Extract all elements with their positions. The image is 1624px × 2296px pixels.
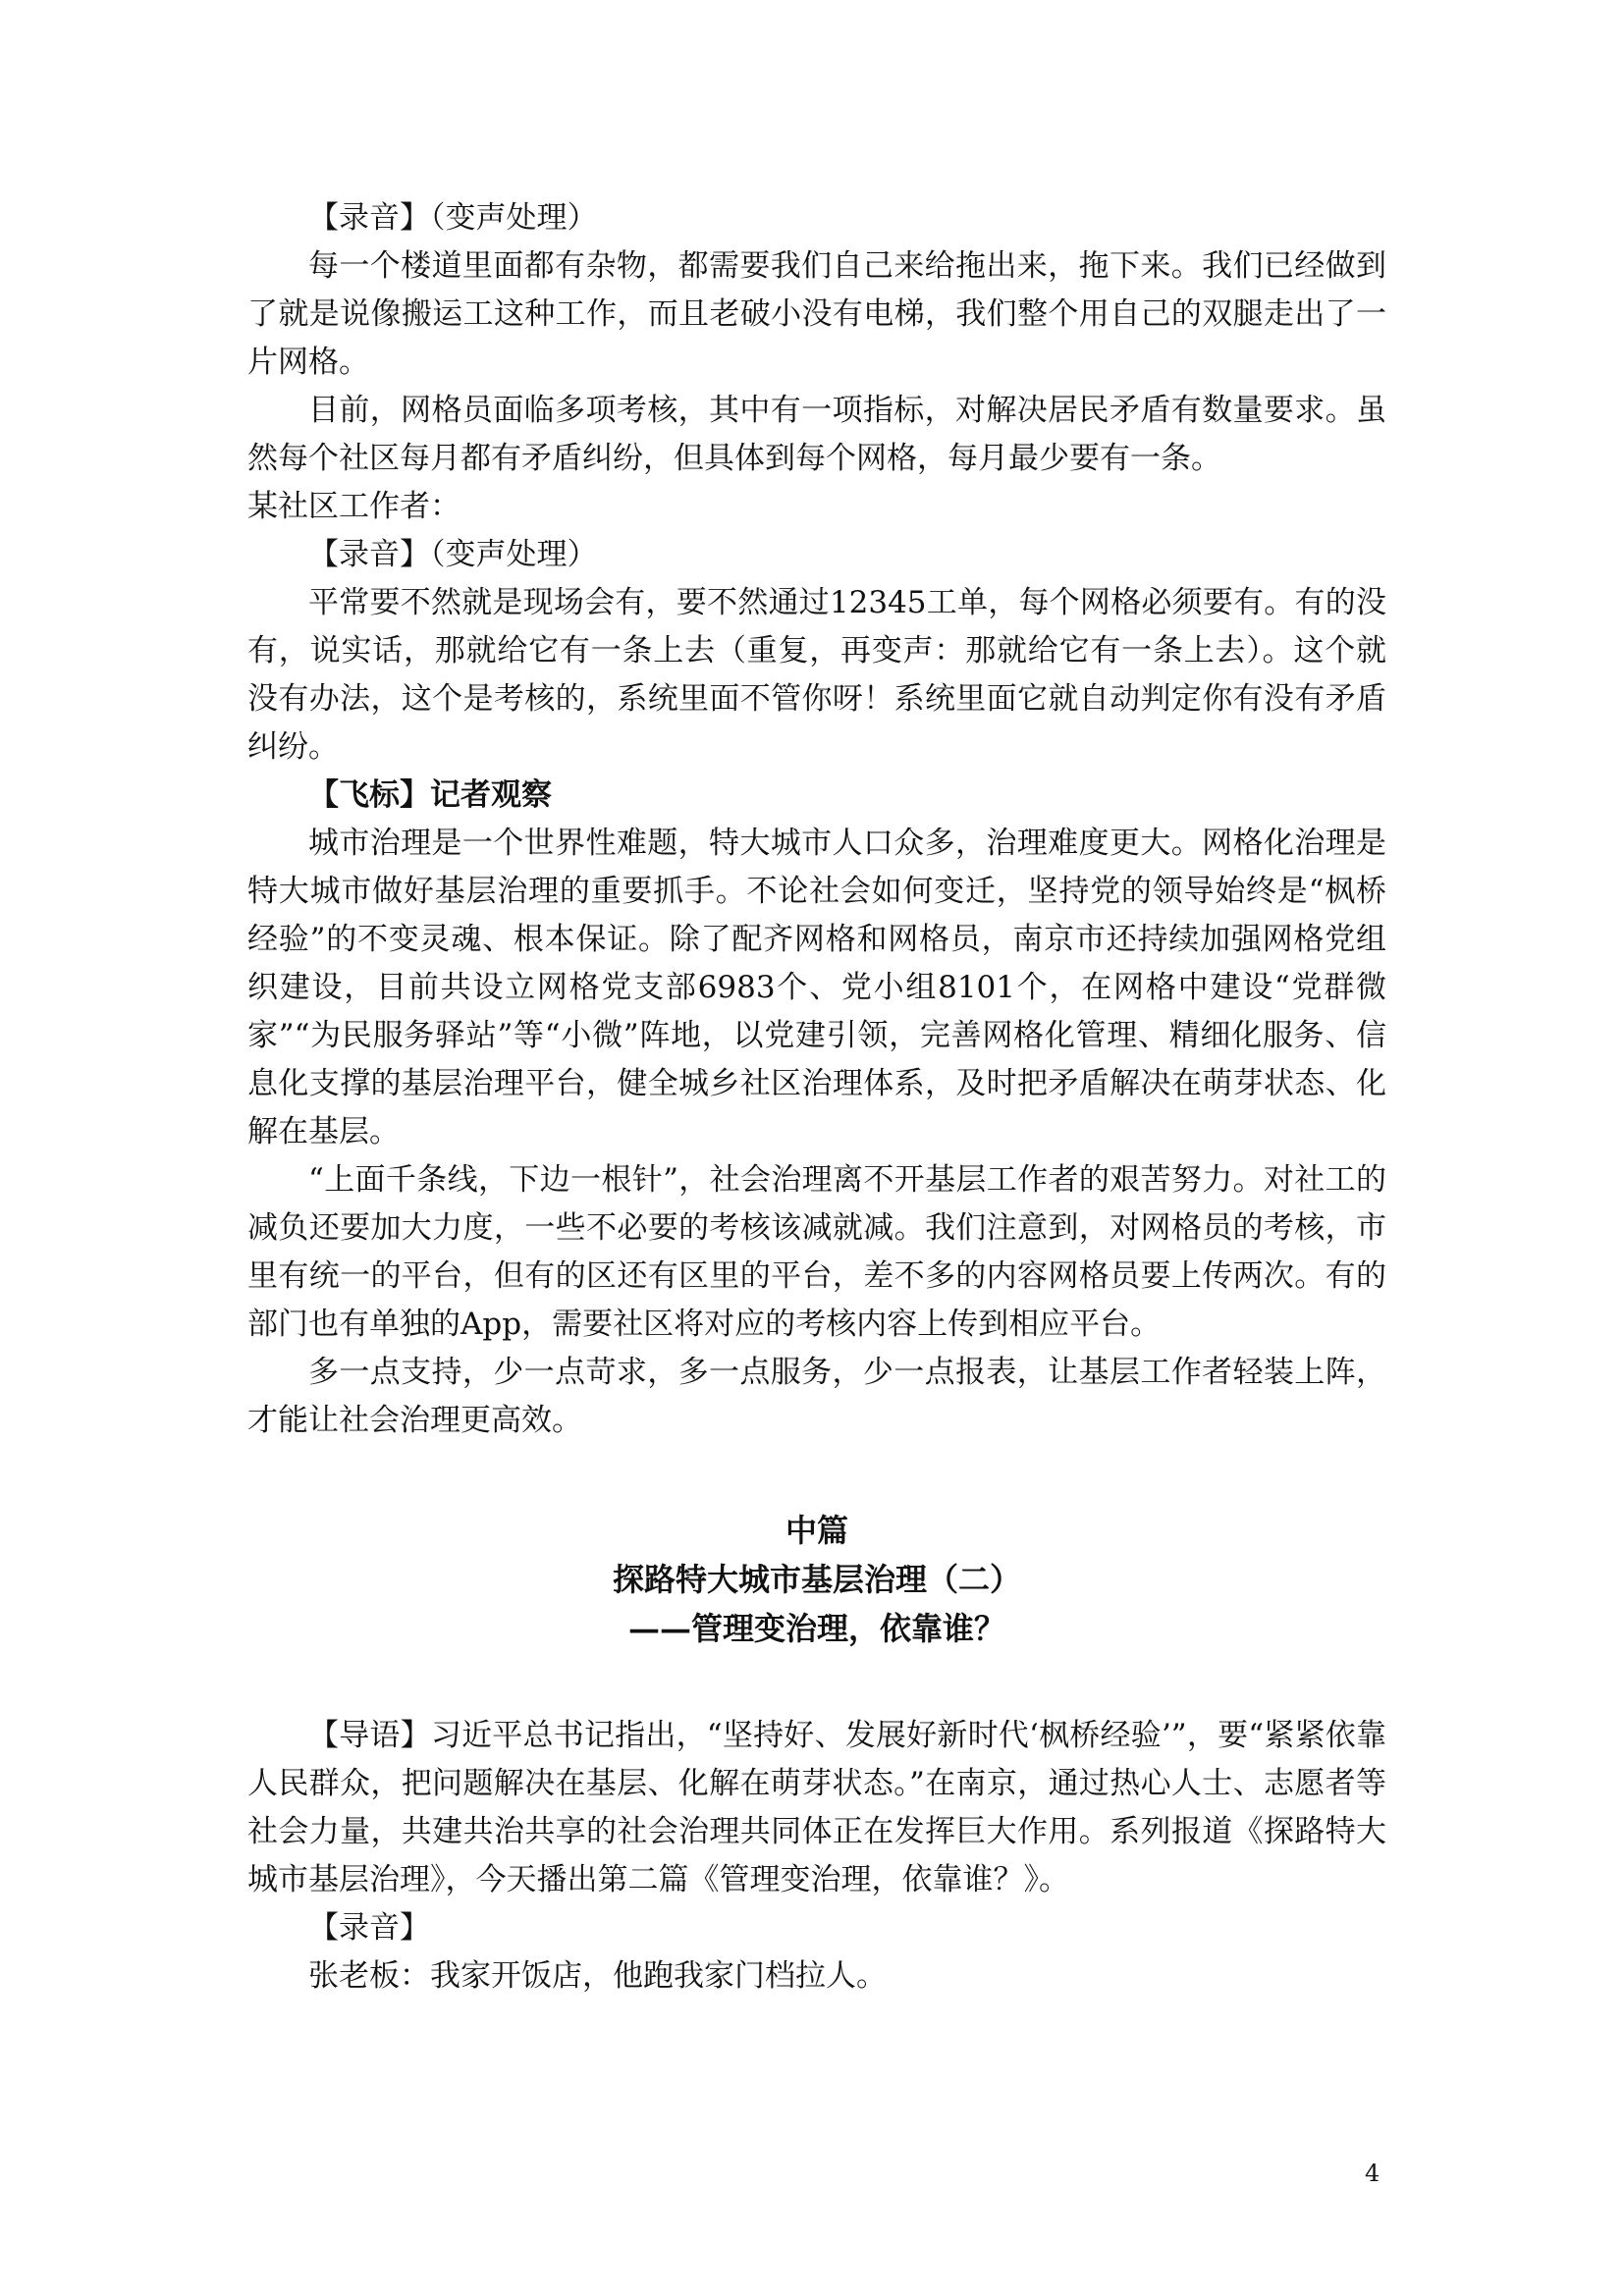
paragraph: 张老板：我家开饭店，他跑我家门档拉人。 <box>308 1958 887 1994</box>
paragraph-recording-label: 【录音】（变声处理） <box>308 537 598 572</box>
section-title-main: 探路特大城市基层治理（二） <box>612 1561 1021 1598</box>
paragraph-intro: 【导语】习近平总书记指出，“坚持好、发展好新时代‘枫桥经验’”，要“紧紧依靠人民群众，把问题解决在基层、化解在萌芽状态。”在南京，通过热心人士、志愿者等社会力量，共建共治共享的社会治理共同体正在发挥巨大作用。系列报道《探路特大城市基层治理》，今天播出第二篇《管理变治理，依靠谁？》。 <box>247 1718 1386 1897</box>
section-title-part: 中篇 <box>785 1512 848 1549</box>
paragraph: 多一点支持，少一点苛求，多一点服务，少一点报表，让基层工作者轻装上阵，才能让社会治理更高效。 <box>247 1355 1386 1438</box>
section-heading-observation: 【飞标】记者观察 <box>308 777 552 813</box>
paragraph: 城市治理是一个世界性难题，特大城市人口众多，治理难度更大。网格化治理是特大城市做好基层治理的重要抓手。不论社会如何变迁，坚持党的领导始终是“枫桥经验”的不变灵魂、根本保证。除了配齐网格和网格员，南京市还持续加强网格党组织建设，目前共设立网格党支部6983个、党小组8101个，在网格中建设“党群微家”“为民服务驿站”等“小微”阵地，以党建引领，完善网格化管理、精细化服务、信息化支撑的基层治理平台，健全城乡社区治理体系，及时把矛盾解决在萌芽状态、化解在基层。 <box>247 826 1386 1149</box>
section-subtitle: ——管理变治理，依靠谁？ <box>627 1610 1005 1647</box>
paragraph-recording-label: 【录音】（变声处理） <box>308 200 598 236</box>
paragraph: 目前，网格员面临多项考核，其中有一项指标，对解决居民矛盾有数量要求。虽然每个社区每月都有矛盾纠纷，但具体到每个网格，每月最少要有一条。 <box>247 393 1386 476</box>
page-number: 4 <box>1365 2160 1380 2187</box>
paragraph: 每一个楼道里面都有杂物，都需要我们自己来给拖出来，拖下来。我们已经做到了就是说像搬运工这种工作，而且老破小没有电梯，我们整个用自己的双腿走出了一片网格。 <box>247 248 1386 380</box>
section-title-block <box>247 1506 1386 1653</box>
paragraph-speaker: 某社区工作者： <box>247 489 460 524</box>
paragraph: 平常要不然就是现场会有，要不然通过12345工单，每个网格必须要有。有的没有，说实话，那就给它有一条上去（重复，再变声：那就给它有一条上去）。这个就没有办法，这个是考核的，系统里面不管你呀！系统里面它就自动判定你有没有矛盾纠纷。 <box>247 585 1386 765</box>
document-body <box>247 194 1386 2001</box>
paragraph: “上面千条线，下边一根针”，社会治理离不开基层工作者的艰苦努力。对社工的减负还要加大力度，一些不必要的考核该减就减。我们注意到，对网格员的考核，市里有统一的平台，但有的区还有区里的平台，差不多的内容网格员要上传两次。有的部门也有单独的App，需要社区将对应的考核内容上传到相应平台。 <box>247 1162 1386 1342</box>
paragraph-recording-label: 【录音】 <box>308 1910 430 1946</box>
